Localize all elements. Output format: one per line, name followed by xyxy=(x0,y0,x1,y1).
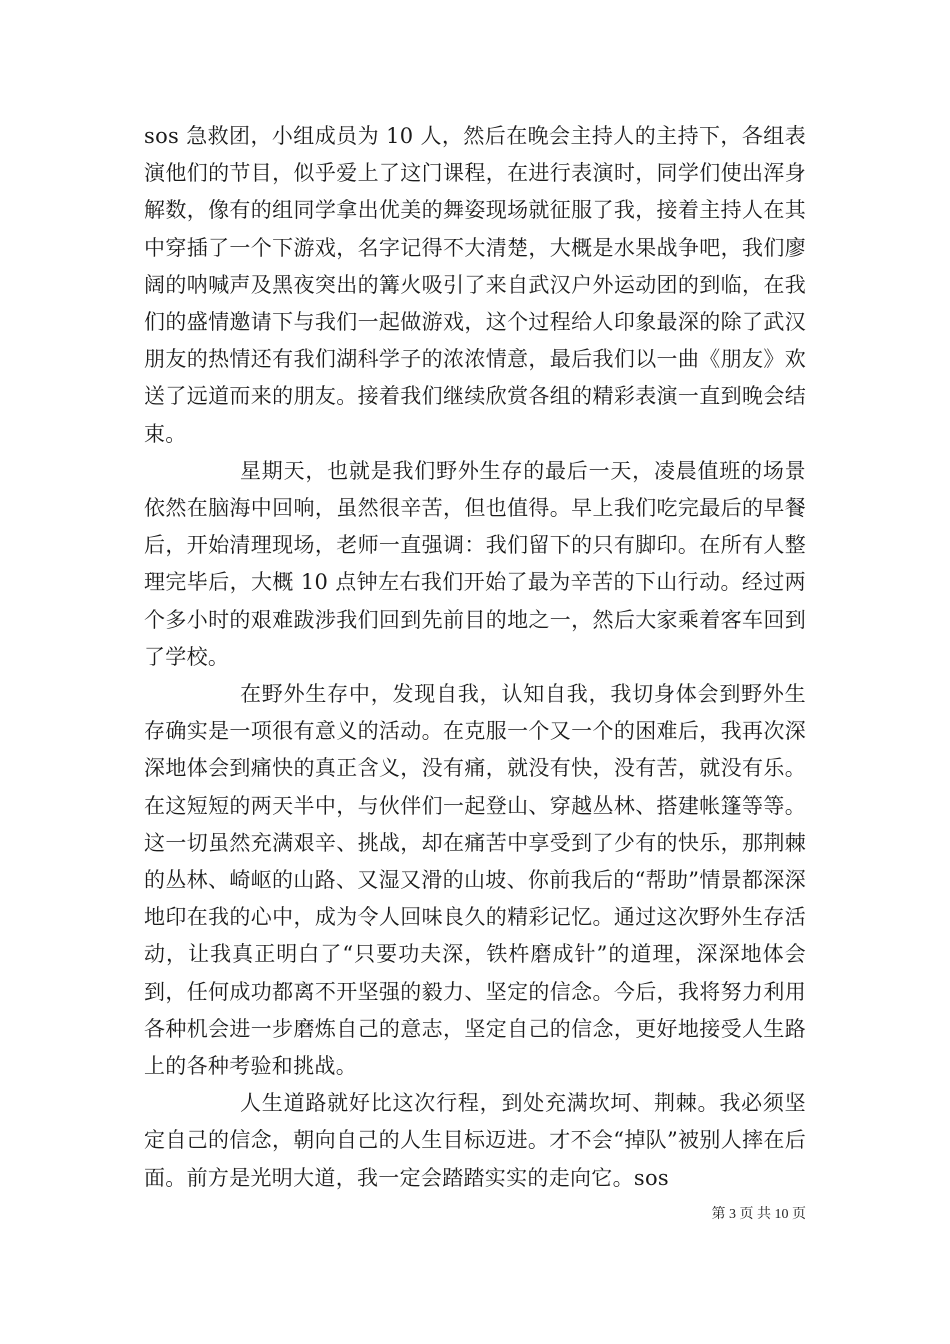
paragraph-3: 在野外生存中，发现自我，认知自我，我切身体会到野外生存确实是一项很有意义的活动。在克服一个又一个的困难后，我再次深深地体会到痛快的真正含义，没有痛，就没有快，没有苦，就没有乐。在这短短的两天半中，与伙伴们一起登山、穿越丛林、搭建帐篷等等。这一切虽然充满艰辛、挑战，却在痛苦中享受到了少有的快乐，那荆棘的丛林、崎岖的山路、又湿又滑的山坡、你前我后的“帮助”情景都深深地印在我的心中，成为令人回味良久的精彩记忆。通过这次野外生存活动，让我真正明白了“只要功夫深，铁杵磨成针”的道理，深深地体会到，任何成功都离不开坚强的毅力、坚定的信念。今后，我将努力利用各种机会进一步磨炼自己的意志，坚定自己的信念，更好地接受人生路上的各种考验和挑战。 xyxy=(144,682,806,1079)
paragraph-4: 人生道路就好比这次行程，到处充满坎坷、荆棘。我必须坚定自己的信念，朝向自己的人生目标迈进。才不会“掉队”被别人摔在后面。前方是光明大道，我一定会踏踏实实的走向它。sos xyxy=(144,1091,806,1190)
document-body xyxy=(144,118,806,1197)
paragraph-2: 星期天，也就是我们野外生存的最后一天，凌晨值班的场景依然在脑海中回响，虽然很辛苦，但也值得。早上我们吃完最后的早餐后，开始清理现场，老师一直强调：我们留下的只有脚印。在所有人整理完毕后，大概 10 点钟左右我们开始了最为辛苦的下山行动。经过两个多小时的艰难跋涉我们回到先前目的地之一，然后大家乘着客车回到了学校。 xyxy=(144,458,806,669)
paragraph-1: sos 急救团，小组成员为 10 人，然后在晚会主持人的主持下，各组表演他们的节目，似乎爱上了这门课程，在进行表演时，同学们使出浑身解数，像有的组同学拿出优美的舞姿现场就征服了我，接着主持人在其中穿插了一个下游戏，名字记得不大清楚，大概是水果战争吧，我们廖阔的呐喊声及黑夜突出的篝火吸引了来自武汉户外运动团的到临，在我们的盛情邀请下与我们一起做游戏，这个过程给人印象最深的除了武汉朋友的热情还有我们湖科学子的浓浓情意，最后我们以一曲《朋友》欢送了远道而来的朋友。接着我们继续欣赏各组的精彩表演一直到晚会结束。 xyxy=(144,124,806,446)
page-number-footer: 第 3 页 共 10 页 xyxy=(711,1207,806,1222)
